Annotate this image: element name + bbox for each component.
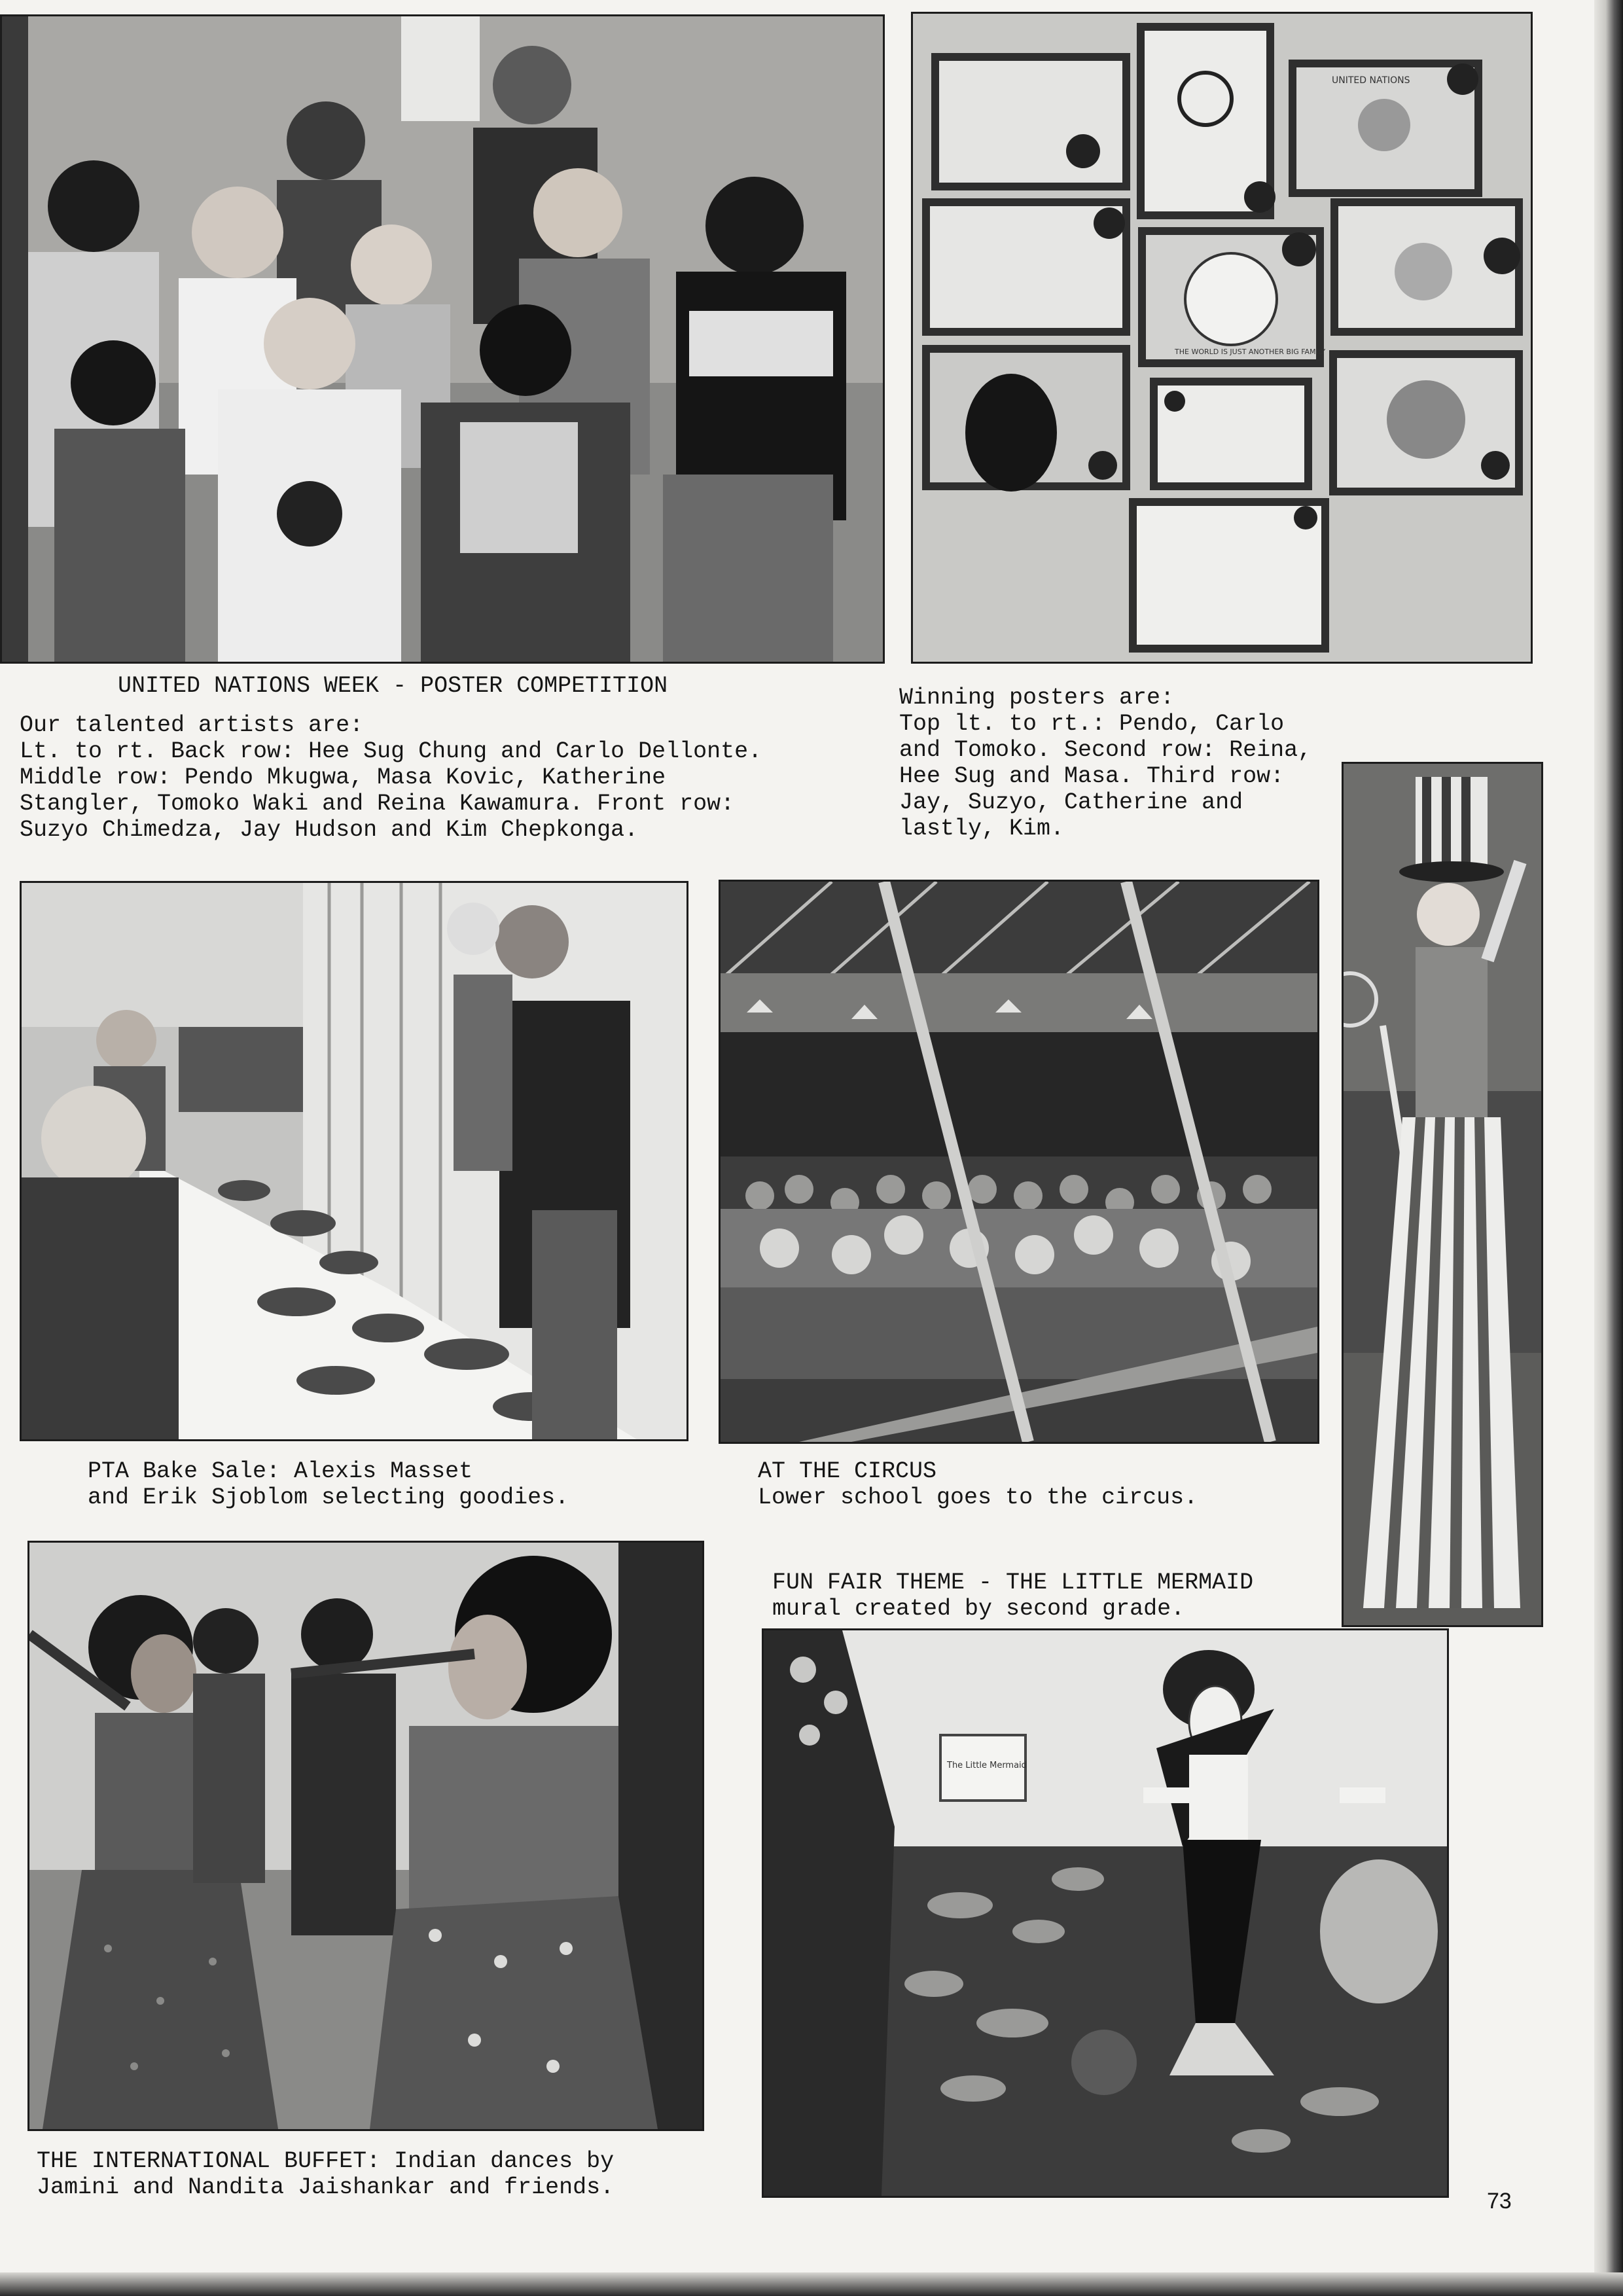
posters-caption-line-4: Hee Sug and Masa. Third row:	[899, 763, 1285, 789]
mural-sign-text: The Little Mermaid	[947, 1761, 1027, 1770]
bake-sale-caption-line-2: and Erik Sjoblom selecting goodies.	[88, 1484, 569, 1511]
circus-caption: Lower school goes to the circus.	[758, 1484, 1198, 1511]
posters-caption-line-1: Winning posters are:	[899, 685, 1175, 711]
page-number: 73	[1487, 2189, 1512, 2214]
fun-fair-caption-line-2: mural created by second grade.	[772, 1596, 1185, 1622]
little-mermaid-mural-photo	[762, 1628, 1449, 2198]
bake-sale-photo	[20, 881, 688, 1441]
page-bottom-edge	[0, 2272, 1623, 2296]
posters-caption-line-2: Top lt. to rt.: Pendo, Carlo	[899, 711, 1285, 737]
winning-posters-photo	[911, 12, 1533, 664]
page-binding-edge	[1594, 0, 1623, 2296]
circus-stilt-walker-photo	[1342, 762, 1543, 1627]
posters-caption-line-6: lastly, Kim.	[899, 816, 1065, 842]
posters-caption-line-5: Jay, Suzyo, Catherine and	[899, 789, 1243, 816]
bake-sale-caption-line-1: PTA Bake Sale: Alexis Masset	[88, 1458, 473, 1484]
un-sign-text: UNITED NATIONS	[1332, 75, 1410, 86]
un-week-title: UNITED NATIONS WEEK - POSTER COMPETITION	[118, 673, 668, 699]
un-week-caption-line-2: Lt. to rt. Back row: Hee Sug Chung and Carlo Dellonte.	[20, 738, 762, 764]
circus-audience-photo	[719, 880, 1319, 1444]
un-week-caption-line-3: Middle row: Pendo Mkugwa, Masa Kovic, Katherine	[20, 764, 666, 791]
international-buffet-dance-photo	[27, 1541, 704, 2131]
buffet-caption-line-1: THE INTERNATIONAL BUFFET: Indian dances by	[37, 2148, 615, 2174]
un-week-caption-line-4: Stangler, Tomoko Waki and Reina Kawamura. Front row:	[20, 791, 735, 817]
un-week-caption-line-5: Suzyo Chimedza, Jay Hudson and Kim Chepkonga.	[20, 817, 639, 843]
circus-title: AT THE CIRCUS	[758, 1458, 937, 1484]
globe-motto-text: THE WORLD IS JUST ANOTHER BIG FAMILY	[1175, 348, 1326, 356]
fun-fair-caption-line-1: FUN FAIR THEME - THE LITTLE MERMAID	[772, 1570, 1254, 1596]
posters-caption-line-3: and Tomoko. Second row: Reina,	[899, 737, 1312, 763]
buffet-caption-line-2: Jamini and Nandita Jaishankar and friends.	[37, 2174, 615, 2200]
un-week-caption-line-1: Our talented artists are:	[20, 712, 364, 738]
un-week-group-photo	[0, 14, 885, 664]
